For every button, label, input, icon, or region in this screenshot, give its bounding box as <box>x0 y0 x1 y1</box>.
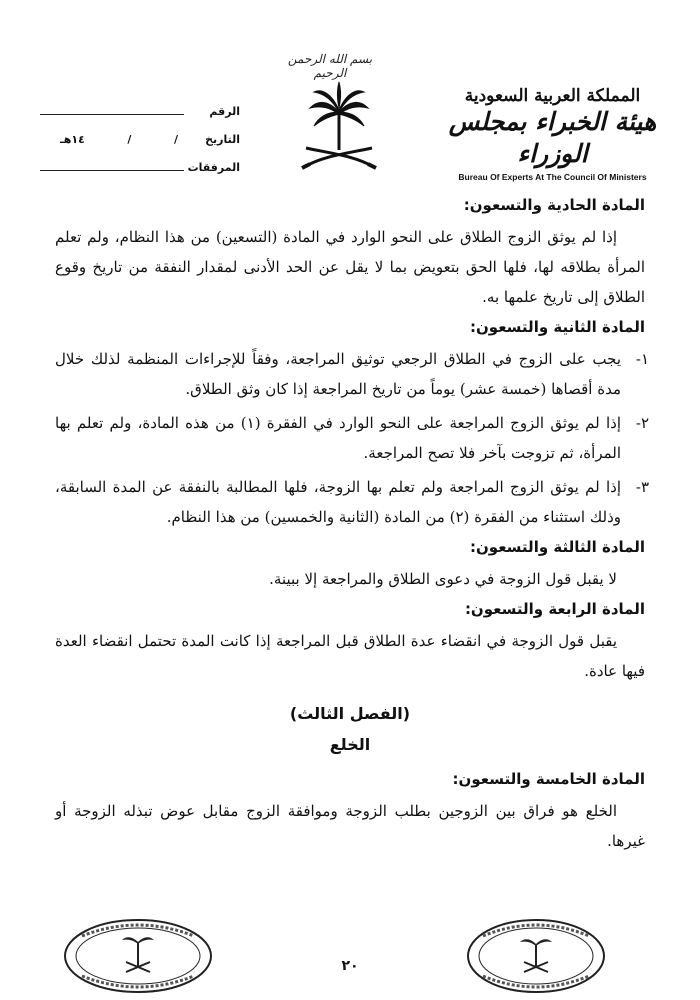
article-title: المادة الثالثة والتسعون: <box>470 538 645 556</box>
document-body <box>55 190 649 860</box>
kingdom-name: المملكة العربية السعودية <box>464 86 641 106</box>
number-label: الرقم <box>209 105 240 118</box>
page-number: ٢٠ <box>341 958 359 974</box>
article-text: يقبل قول الزوجة في انقضاء عدة الطلاق قبل المراجعة إذا كانت المدة تحتمل انقضاء العدة فيها عادة. <box>55 632 645 680</box>
date-row <box>40 118 240 146</box>
article-clause <box>55 344 649 404</box>
chapter-heading: (الفصل الثالث) <box>289 704 411 723</box>
reference-block <box>40 90 240 174</box>
clause-number: ٢- <box>635 414 649 432</box>
date-separator: / <box>127 133 132 146</box>
clause-text: يجب على الزوج في الطلاق الرجعي توثيق المراجعة، وفقاً للإجراءات المنظمة لذلك خلال مدة أقصاها (خمسة عشر) يوماً من تاريخ المراجعة إذا كان وثق الطلاق. <box>55 350 621 398</box>
official-seal-left <box>62 916 214 996</box>
official-seal-right <box>465 916 607 996</box>
article-title: المادة الرابعة والتسعون: <box>464 600 645 618</box>
clause-number: ٣- <box>635 478 649 496</box>
article-title: المادة الخامسة والتسعون: <box>452 770 645 788</box>
date-separator: / <box>173 133 178 146</box>
clause-number: ١- <box>635 350 649 368</box>
basmala: بسم الله الرحمن الرحيم <box>287 52 373 80</box>
number-row <box>40 90 240 118</box>
clause-text: إذا لم يوثق الزوج المراجعة على النحو الوارد في الفقرة (١) من هذه المادة، ولم تعلم بها المرأة، ثم تزوجت بآخر فلا تصح المراجعة. <box>55 414 622 462</box>
palm-swords-emblem-icon <box>298 78 380 176</box>
article-clause <box>55 408 649 468</box>
article-title: المادة الثانية والتسعون: <box>470 318 645 336</box>
article-clause <box>55 472 649 532</box>
chapter-subheading: الخلع <box>329 735 371 754</box>
article-text: إذا لم يوثق الزوج الطلاق على النحو الوارد في المادة (التسعين) من هذا النظام، ولم تعلم المرأة بطلاقه لها، فلها الحق بتعويض بما لا يقل عن الحد الأدنى لمقدار النفقة من تاريخ وقوع الطلاق إلى تاريخ علمها به. <box>55 228 645 306</box>
clause-text: إذا لم يوثق الزوج المراجعة ولم تعلم بها الزوجة، فلها المطالبة بالنفقة عن المدة السابقة، وذلك استثناء من الفقرة (٢) من المادة (الثانية والخمسين) من هذا النظام. <box>55 478 621 526</box>
letterhead <box>445 86 660 182</box>
article-text: الخلع هو فراق بين الزوجين بطلب الزوجة وموافقة الزوج مقابل عوض تبذله الزوجة أو غيرها. <box>55 802 645 850</box>
article-text: لا يقبل قول الزوجة في دعوى الطلاق والمراجعة إلا ببينة. <box>269 570 617 588</box>
date-value <box>40 133 184 146</box>
number-line <box>40 104 184 115</box>
date-year: ١٤هـ <box>60 133 85 146</box>
attachments-line <box>40 160 184 171</box>
attachments-label: المرفقات <box>187 161 240 174</box>
date-label: التاريخ <box>205 133 240 146</box>
bureau-name-arabic: هيئة الخبراء بمجلس الوزراء <box>448 107 657 168</box>
article-title: المادة الحادية والتسعون: <box>463 196 645 214</box>
bureau-name-english: Bureau Of Experts At The Council Of Ministers <box>458 172 647 182</box>
attachments-row <box>40 146 240 174</box>
